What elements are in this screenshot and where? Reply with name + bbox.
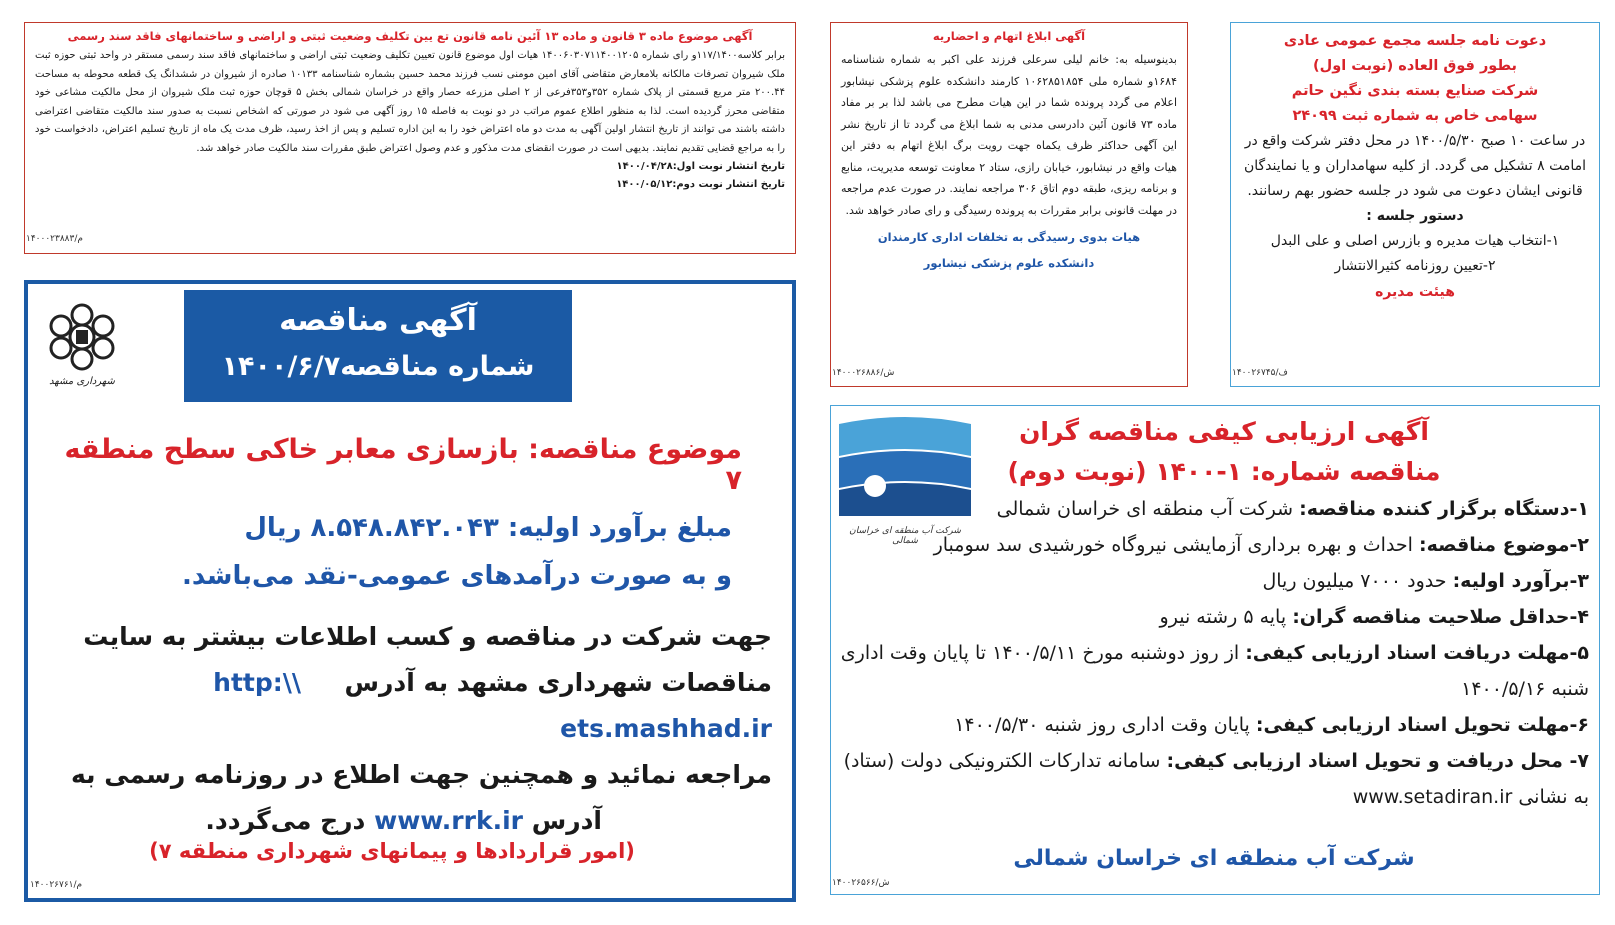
assembly-heading-1: دعوت نامه جلسه مجمع عمومی عادی (1283, 33, 1547, 49)
qual-item-4 (839, 599, 1589, 635)
qual-tender-number: مناقصه شماره: ۱-۱۴۰۰ (نوبت دوم) (1007, 457, 1441, 486)
qual-item-2-label: ۲-موضوع مناقصه: (1419, 534, 1589, 556)
tender-website-link[interactable]: http:\\ ets.mashhad.ir (213, 668, 772, 743)
accusation-signature-1: هیات بدوی رسیدگی به تخلفات اداری کارمندان (877, 230, 1141, 244)
assembly-code: ۱۴۰۰۲۶۷۴۵/ف (1232, 368, 1288, 378)
tender-info-line-4-prefix: آدرس (531, 806, 602, 835)
tender-info-line-1: جهت شرکت در مناقصه و کسب اطلاعات بیشتر به سایت (83, 622, 772, 651)
land-notice-date-first: تاریخ انتشار نوبت اول:۱۴۰۰/۰۴/۲۸ (616, 161, 785, 172)
tender-info (32, 614, 772, 844)
qual-item-5-label: ۵-مهلت دریافت اسناد ارزیابی کیفی: (1245, 642, 1589, 664)
qual-item-3-value: حدود ۷۰۰۰ میلیون ریال (1262, 570, 1447, 592)
qual-item-7-value: سامانه تدارکات الکترونیکی دولت (ستاد) به نشانی (843, 750, 1589, 808)
qual-code: ۱۴۰۰۲۶۵۶۶/ش (832, 878, 890, 888)
qual-item-4-value: پایه ۵ رشته نیرو (1159, 606, 1287, 628)
accusation-body: بدینوسیله به: خانم لیلی سرعلی فرزند علی اکبر به شماره شناسنامه ۱۶۸۴و شماره ملی ۱۰۶۲۸۵۱۸۵۴ کارمند دانشکده علوم پزشکی نیشابور اعلام می گردد پرونده شما در این هیات مطرح می باشد لذا بر بر مفاد ماده ۷۳ قانون آئین دادرسی مدنی به شما ابلاغ می گردد تا از تاریخ نشر این آگهی حداکثر ظرف یکماه جهت رویت برگ ابلاغ اتهام به دفتر این هیات واقع در نیشابور، خیابان رازی، ستاد ۲ معاونت توسعه مدیریت، منابع و برنامه ریزی، طبقه دوم اتاق ۳۰۶ مراجعه نمایند. در صورت عدم مراجعه در مهلت قانونی برابر مقررات به پرونده رسیدگی و رای صادر خواهد شد. (841, 53, 1177, 217)
qual-item-4-label: ۴-حداقل صلاحیت مناقصه گران: (1292, 606, 1589, 628)
qual-item-3-label: ۳-برآورد اولیه: (1452, 570, 1589, 592)
tender-subject: موضوع مناقصه: بازسازی معابر خاکی سطح منطقه ۷ (64, 434, 742, 496)
assembly-agenda-title: دستور جلسه : (1366, 208, 1464, 224)
qual-item-7-label: ۷- محل دریافت و تحویل اسناد ارزیابی کیفی: (1166, 750, 1589, 772)
accusation-title: آگهی ابلاغ اتهام و احضاریه (932, 29, 1086, 43)
tender-logo-caption: شهرداری مشهد (49, 376, 115, 387)
tender-notice (24, 280, 796, 902)
land-notice-title: آگهی موضوع ماده ۳ قانون و ماده ۱۳ آئین نامه قانون تع یین تکلیف وضعیت ثبتی و اراضی و ساختمانهای فاقد سند رسمی (67, 29, 753, 43)
qual-item-1 (839, 491, 1589, 527)
accusation-notice (830, 22, 1188, 387)
qual-title: آگهی ارزیابی کیفی مناقصه گران (1019, 417, 1429, 446)
tender-estimate-amount: مبلغ برآورد اولیه: ۸.۵۴۸.۸۴۲.۰۴۳ ریال (244, 513, 732, 543)
land-notice-code: ۱۴۰۰۰۲۳۸۸۳/م (26, 234, 83, 244)
assembly-heading-3: شرکت صنایع بسته بندی نگین حاتم (1291, 83, 1539, 99)
tender-info-line-2-text: مناقصات شهرداری مشهد به آدرس (344, 668, 772, 697)
qual-item-1-label: ۱-دستگاه برگزار کننده مناقصه: (1299, 498, 1589, 520)
qual-item-2-value: احداث و بهره برداری آزمایشی نیروگاه خورشیدی سد سومبار (933, 534, 1413, 556)
qual-items (839, 491, 1589, 815)
tender-banner-number: شماره مناقصه۱۴۰۰/۶/۷ (221, 351, 535, 382)
accusation-signature-2: دانشکده علوم پزشکی نیشابور (923, 256, 1095, 270)
tender-footer: (امور قراردادها و پیمانهای شهرداری منطقه ۷) (149, 839, 635, 863)
qual-item-1-value: شرکت آب منطقه ای خراسان شمالی (996, 498, 1294, 520)
tender-rrk-link[interactable]: www.rrk.ir (374, 806, 523, 835)
qual-item-7 (839, 743, 1589, 815)
land-notice-date-second: تاریخ انتشار نوبت دوم:۱۴۰۰/۰۵/۱۲ (616, 179, 785, 190)
land-registry-notice (24, 22, 796, 254)
qual-item-6-value: پایان وقت اداری روز شنبه ۱۴۰۰/۵/۳۰ (954, 714, 1250, 736)
tender-code: ۱۴۰۰۲۶۷۶۱/م (30, 880, 83, 890)
qual-item-5 (839, 635, 1589, 707)
accusation-code: ۱۴۰۰۰۲۶۸۸۶/ش (832, 368, 895, 378)
tender-banner-title: آگهی مناقصه (279, 303, 477, 338)
assembly-heading-2: بطور فوق العاده (نوبت اول) (1313, 58, 1517, 74)
tender-info-line-2 (32, 660, 772, 752)
tender-info-line-4-suffix: درج می‌گردد. (205, 806, 366, 835)
tender-banner (184, 290, 572, 402)
qual-item-6-label: ۶-مهلت تحویل اسناد ارزیابی کیفی: (1255, 714, 1589, 736)
tender-estimate-note: و به صورت درآمدهای عمومی-نقد می‌باشد. (182, 561, 732, 591)
assembly-heading-4: سهامی خاص به شماره ثبت ۲۴۰۹۹ (1292, 108, 1538, 124)
qual-item-2 (839, 527, 1589, 563)
tender-info-line-3: مراجعه نمائید و همچنین جهت اطلاع در روزنامه رسمی به (70, 760, 772, 789)
qual-item-3 (839, 563, 1589, 599)
qual-logo-caption: شرکت آب منطقه ای خراسان شمالی (849, 526, 961, 546)
land-notice-body: برابر کلاسه۱۱۷/۱۴۰۰و رای شماره ۱۴۰۰۶۰۳۰۷۱۱۴۰۰۱۲۰۵ هیات اول موضوع قانون تعیین تکلیف وضعیت ثبتی اراضی و ساختمانهای فاقد سند رسمی مستقر در واحد ثبتی حوزه ثبت ملک شیروان تصرفات مالکانه بلامعارض متقاضی آقای امین مومنی نسب فرزند محمد حسین بشماره شناسنامه ۱۰۱۳۳ صادره از شیروان در ششدانگ یک قطعه محوطه به مساحت ۲۰۰.۴۴ متر مربع قسمتی از پلاک شماره ۳۵۲و۳۵۳فرعی از ۲ اصلی مزرعه حصار واقع در خراسان شمالی بخش ۵ قوچان حوزه ثبت ملک شیروان از محل مالکیت مشاعی خود متقاضی محرز گردیده است. لذا به منظور اطلاع عموم مراتب در دو نوبت به فاصله ۱۵ روز آگهی می شود در صورتی که اشخاص نسبت به صدور سند مالکیت متقاضی اعتراضی داشته باشند می توانند از تاریخ انتشار اولین آگهی به مدت دو ماه اعتراض خود را به این اداره تسلیم و پس از اخذ رسید، ظرف مدت یک ماه از تاریخ تسلیم اعتراض، دادخواست خود را به مراجع قضایی تقدیم نمایند. بدیهی است در صورت انقضای مدت مذکور و عدم وصول اعتراض طبق مقررات سند مالکیت صادر خواهد شد. (35, 50, 786, 154)
qual-item-5-value: از روز دوشنبه مورخ ۱۴۰۰/۵/۱۱ تا پایان وقت اداری شنبه ۱۴۰۰/۵/۱۶ (840, 642, 1589, 700)
setadiran-link[interactable]: www.setadiran.ir (1352, 786, 1513, 808)
assembly-agenda-item-2: ۲-تعیین روزنامه کثیرالانتشار (1334, 258, 1496, 274)
qual-signature: شرکت آب منطقه ای خراسان شمالی (1013, 846, 1415, 871)
qual-item-6 (839, 707, 1589, 743)
tender-estimate (52, 504, 732, 600)
assembly-agenda-item-1: ۱-انتخاب هیات مدیره و بازرس اصلی و علی البدل (1270, 233, 1560, 249)
assembly-signature: هیئت مدیره (1375, 284, 1455, 300)
assembly-body: در ساعت ۱۰ صبح ۱۴۰۰/۵/۳۰ در محل دفتر شرکت واقع در امامت ۸ تشکیل می گردد. از کلیه سهامداران و یا نمایندگان قانونی ایشان دعوت می شود در جلسه حضور بهم رسانند. (1243, 133, 1587, 199)
assembly-invitation (1230, 22, 1600, 387)
tender-info-line-4 (32, 798, 772, 844)
qualification-notice (830, 405, 1600, 895)
